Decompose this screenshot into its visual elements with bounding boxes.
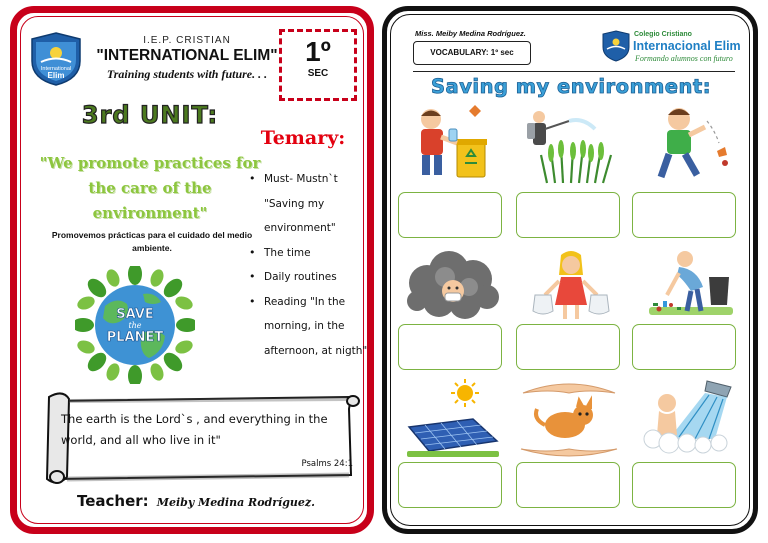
school-logo-icon xyxy=(29,31,83,87)
school-type: Colegio Cristiano xyxy=(634,31,692,38)
farmer-spraying-crops-icon xyxy=(525,107,617,185)
temary-list xyxy=(245,167,369,363)
teacher-name: Meiby Medina Rodríguez. xyxy=(156,496,315,509)
recycling-boy-icon xyxy=(407,101,499,183)
unit-quote: "We promote practices for the care of the environment" xyxy=(39,154,261,222)
school-name: "INTERNATIONAL ELIM" xyxy=(96,47,278,64)
girl-with-plastic-bags-icon xyxy=(527,249,615,321)
grade-level: SEC xyxy=(307,68,329,79)
answer-box[interactable] xyxy=(632,462,736,508)
man-showering-icon xyxy=(639,377,739,459)
answer-box[interactable] xyxy=(516,192,620,238)
school-type: I.E.P. CRISTIAN xyxy=(143,35,231,46)
logo-text-line-2: Elim xyxy=(47,71,65,80)
unit-cover-page xyxy=(10,6,374,534)
answer-box[interactable] xyxy=(632,192,736,238)
worksheet-teacher: Miss. Meiby Medina Rodríguez. xyxy=(415,29,526,38)
scripture-reference: Psalms 24:1 xyxy=(301,459,353,469)
vocabulary-worksheet-page xyxy=(382,6,758,534)
grade-box xyxy=(279,29,357,101)
temary-item: • Must- Mustn`t "Saving my environment" xyxy=(245,167,369,241)
save-the-planet-icon xyxy=(75,266,195,384)
grade-number: 1º xyxy=(305,36,331,67)
temary-heading: Temary: xyxy=(260,127,346,149)
badge-text-the: the xyxy=(128,321,142,330)
temary-item: • The time xyxy=(245,241,369,266)
answer-box[interactable] xyxy=(516,462,620,508)
hands-protecting-animal-icon xyxy=(519,379,619,459)
solar-panel-icon xyxy=(403,379,503,459)
boy-littering-icon xyxy=(639,103,735,183)
badge-text-save: SAVE xyxy=(116,307,154,322)
unit-translation: Promovemos prácticas para el cuidado del medio ambiente. xyxy=(51,230,253,253)
temary-item: • Reading "In the morning, in the afternoon, at nigth" xyxy=(245,290,369,364)
school-name: Internacional Elim xyxy=(633,39,741,53)
teacher-label: Teacher: xyxy=(77,492,149,510)
man-picking-up-trash-icon xyxy=(639,247,735,321)
air-pollution-icon xyxy=(405,247,501,323)
header-divider xyxy=(413,71,735,72)
school-motto: Training students with future. . . xyxy=(106,67,268,81)
teacher-line xyxy=(77,491,357,510)
worksheet-title: Saving my environment: xyxy=(431,75,711,98)
answer-box[interactable] xyxy=(516,324,620,370)
answer-box[interactable] xyxy=(398,324,502,370)
answer-box[interactable] xyxy=(398,192,502,238)
answer-box[interactable] xyxy=(632,324,736,370)
logo-text-line-1: International xyxy=(40,66,72,72)
temary-item: • Daily routines xyxy=(245,265,369,290)
unit-title: 3rd UNIT: xyxy=(81,101,219,129)
vocabulary-label: VOCABULARY: 1º sec xyxy=(413,41,531,65)
badge-text-planet: PLANET xyxy=(106,330,164,345)
school-logo-icon xyxy=(601,30,631,62)
scripture-text: The earth is the Lord`s , and everything in the world, and all who live in it" xyxy=(61,412,328,447)
school-motto: Formando alumnos con futuro xyxy=(635,54,733,63)
answer-box[interactable] xyxy=(398,462,502,508)
